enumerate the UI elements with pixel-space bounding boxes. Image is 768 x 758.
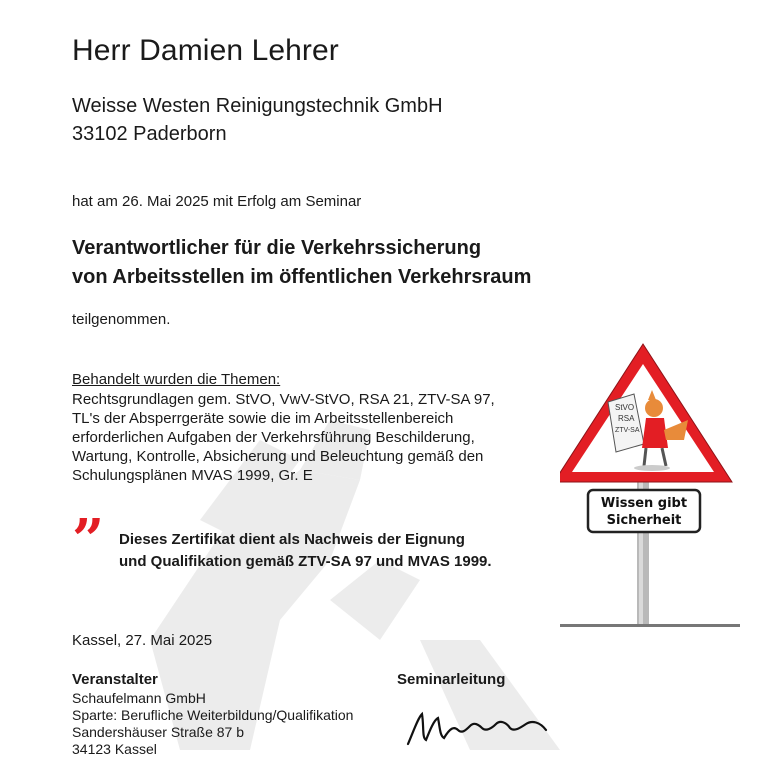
handwritten-signature bbox=[400, 700, 560, 750]
organizer-line: 34123 Kassel bbox=[72, 741, 157, 757]
intro-text: hat am 26. Mai 2025 mit Erfolg am Seminar bbox=[72, 193, 362, 210]
statement-line-2: und Qualifikation gemäß ZTV-SA 97 und MVAS 1999. bbox=[119, 553, 492, 570]
company-line-1: Weisse Westen Reinigungstechnik GmbH bbox=[72, 95, 443, 117]
paper-text-rsa: RSA bbox=[618, 414, 635, 423]
certificate-statement bbox=[119, 529, 492, 573]
statement-line-1: Dieses Zertifikat dient als Nachweis der Eignung bbox=[119, 531, 465, 548]
seminar-title bbox=[72, 234, 531, 292]
sign-board-line-1: Wissen gibt bbox=[600, 496, 688, 511]
seminar-title-line-1: Verantwortlicher für die Verkehrssicherung bbox=[72, 237, 482, 259]
quote-mark-icon: ” bbox=[72, 507, 101, 573]
topics-line: Schulungsplänen MVAS 1999, Gr. E bbox=[72, 467, 313, 484]
company-line-2: 33102 Paderborn bbox=[72, 123, 227, 145]
organizer-line: Sparte: Berufliche Weiterbildung/Qualifikation bbox=[72, 707, 354, 723]
topics-line: Rechtsgrundlagen gem. StVO, VwV-StVO, RSA 21, ZTV-SA 97, bbox=[72, 391, 495, 408]
recipient-name: Herr Damien Lehrer bbox=[72, 34, 339, 67]
traffic-sign-illustration bbox=[560, 340, 740, 640]
place-date: Kassel, 27. Mai 2025 bbox=[72, 632, 213, 649]
topics-heading: Behandelt wurden die Themen: bbox=[72, 371, 281, 388]
topics-line: Wartung, Kontrolle, Absicherung und Beleuchtung gemäß den bbox=[72, 448, 484, 465]
paper-text-ztv: ZTV-SA bbox=[615, 427, 640, 434]
organizer-line: Schaufelmann GmbH bbox=[72, 690, 206, 706]
organizer-address bbox=[72, 690, 353, 758]
paper-text-stvo: StVO bbox=[615, 403, 635, 412]
topics-line: TL's der Absperrgeräte sowie die im Arbeitsstellenbereich bbox=[72, 410, 454, 427]
topics-list bbox=[72, 390, 562, 485]
participated-text: teilgenommen. bbox=[72, 311, 171, 328]
seminar-lead-heading: Seminarleitung bbox=[397, 671, 506, 688]
topics-line: erforderlichen Aufgaben der Verkehrsführung Beschilderung, bbox=[72, 429, 475, 446]
ground-line bbox=[560, 624, 740, 627]
recipient-company bbox=[72, 92, 443, 148]
organizer-heading: Veranstalter bbox=[72, 671, 158, 688]
seminar-title-line-2: von Arbeitsstellen im öffentlichen Verkehrsraum bbox=[72, 266, 532, 288]
organizer-line: Sandershäuser Straße 87 b bbox=[72, 724, 244, 740]
sign-board-line-2: Sicherheit bbox=[606, 513, 682, 528]
